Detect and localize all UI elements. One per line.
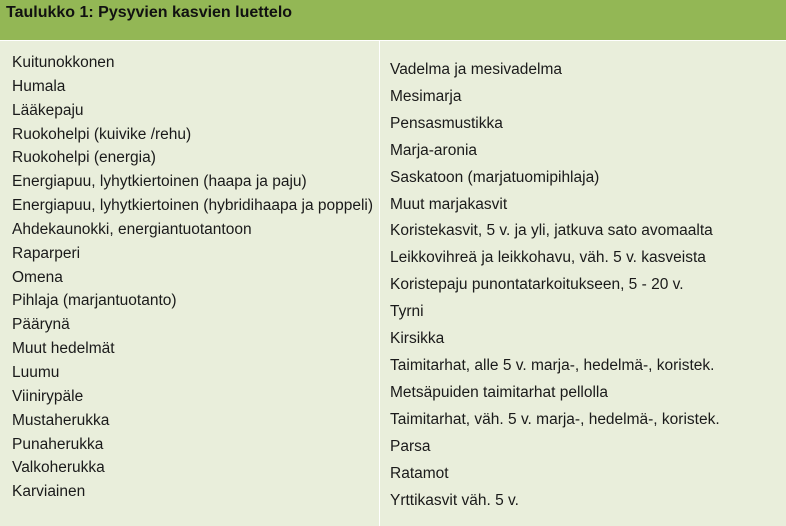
plant-item: Taimitarhat, väh. 5 v. marja-, hedelmä-, koristek.	[390, 410, 720, 428]
table-title: Taulukko 1: Pysyvien kasvien luettelo	[6, 4, 293, 21]
plant-item: Saskatoon (marjatuomipihlaja)	[390, 168, 600, 186]
table-body	[0, 41, 786, 526]
plant-item: Koristepaju punontatarkoitukseen, 5 - 20 v.	[390, 276, 684, 294]
plant-item: Päärynä	[12, 316, 70, 334]
plant-item: Ratamot	[390, 464, 449, 482]
plant-item: Lääkepaju	[12, 101, 84, 119]
plant-item: Pensasmustikka	[390, 114, 503, 132]
plant-item: Mustaherukka	[12, 411, 110, 429]
plant-item: Marja-aronia	[390, 141, 478, 159]
right-column	[382, 41, 786, 526]
plant-item: Metsäpuiden taimitarhat pellolla	[390, 383, 608, 401]
plant-item: Vadelma ja mesivadelma	[390, 61, 563, 78]
plant-item: Pihlaja (marjantuotanto)	[12, 292, 177, 310]
plant-item: Raparperi	[12, 244, 81, 262]
plant-item: Taimitarhat, alle 5 v. marja-, hedelmä-, koristek.	[390, 356, 715, 374]
plant-item: Parsa	[390, 437, 431, 455]
plant-item: Karviainen	[12, 483, 86, 501]
plant-item: Kirsikka	[390, 330, 445, 348]
table-header	[0, 0, 786, 41]
left-column	[0, 41, 380, 526]
plant-item: Energiapuu, lyhytkiertoinen (haapa ja paju)	[12, 173, 307, 191]
plant-item: Ruokohelpi (kuivike /rehu)	[12, 125, 192, 143]
plant-item: Viinirypäle	[12, 387, 84, 405]
plant-item: Ahdekaunokki, energiantuotantoon	[12, 220, 252, 238]
plant-item: Ruokohelpi (energia)	[12, 149, 156, 167]
plant-item: Omena	[12, 268, 63, 286]
plant-item: Valkoherukka	[12, 459, 105, 477]
plant-item: Mesimarja	[390, 87, 462, 105]
plant-item: Tyrni	[390, 303, 424, 321]
plant-item: Kuitunokkonen	[12, 54, 115, 71]
plant-item: Koristekasvit, 5 v. ja yli, jatkuva sato avomaalta	[390, 222, 713, 240]
plant-item: Muut hedelmät	[12, 340, 115, 358]
plant-item: Humala	[12, 77, 66, 95]
plant-item: Punaherukka	[12, 435, 104, 453]
plant-item: Luumu	[12, 363, 60, 381]
plant-item: Energiapuu, lyhytkiertoinen (hybridihaapa ja poppeli)	[12, 197, 374, 215]
plant-item: Leikkovihreä ja leikkohavu, väh. 5 v. kasveista	[390, 249, 706, 267]
plant-item: Muut marjakasvit	[390, 195, 508, 213]
plant-item: Yrttikasvit väh. 5 v.	[390, 491, 519, 509]
